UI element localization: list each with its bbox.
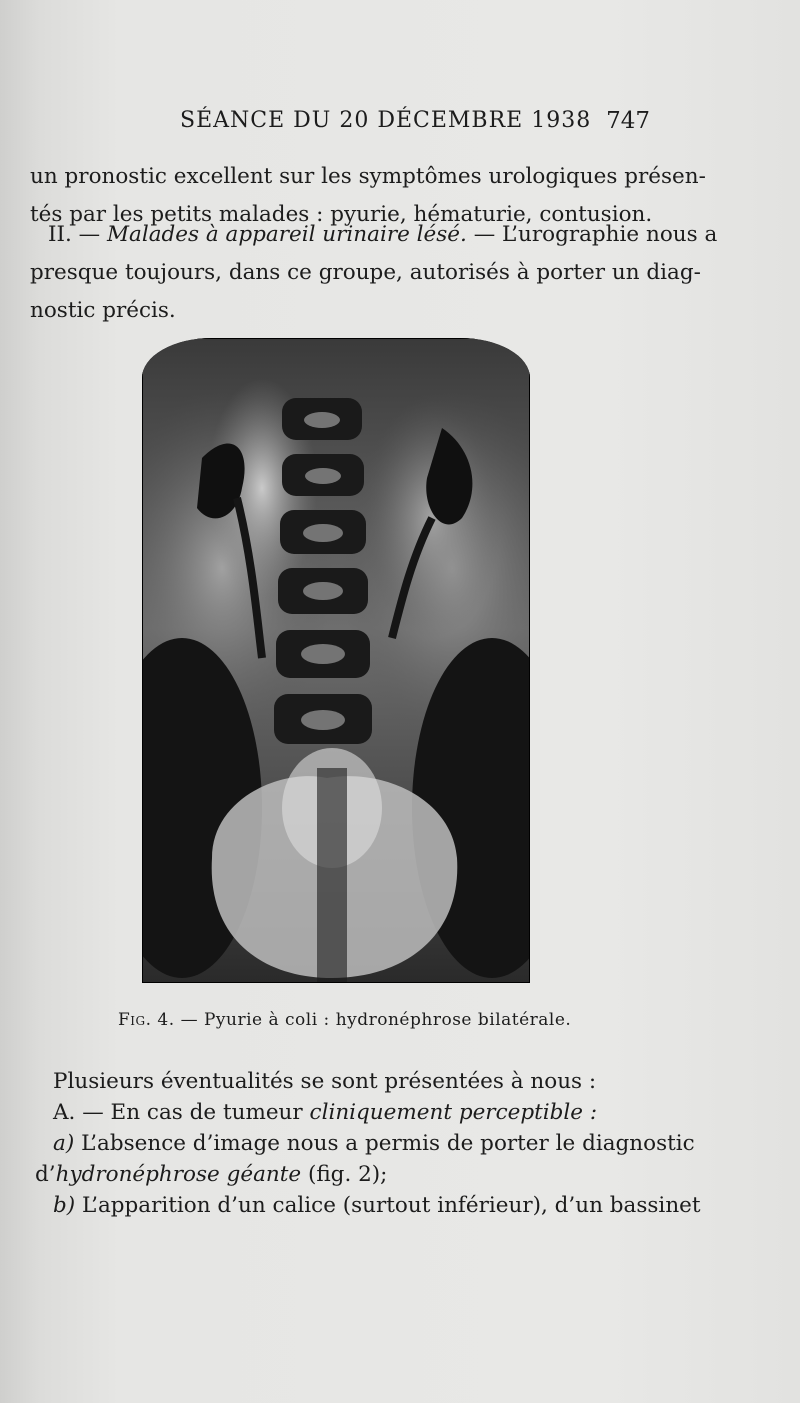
sub-a-line2-rest: (fig. 2);	[307, 1162, 388, 1187]
section-numeral: II. —	[48, 222, 101, 247]
sub-b-marker: b)	[53, 1193, 76, 1218]
sub-a-line	[35, 1128, 695, 1159]
text-line: presque toujours, dans ce groupe, autorisés à porter un diag-	[30, 260, 701, 285]
urography-xray-image	[142, 338, 530, 983]
xray-figure	[142, 338, 530, 983]
paragraph-section-ii	[30, 216, 718, 330]
sub-b-line	[35, 1190, 701, 1221]
text-line: nostic précis.	[30, 298, 176, 323]
running-header	[180, 108, 650, 140]
figure-caption-text: — Pyurie à coli : hydronéphrose bilatérale.	[180, 1010, 572, 1030]
section-heading-line	[30, 216, 718, 254]
item-a-italic: cliniquement perceptible :	[309, 1100, 598, 1125]
sub-b-text: L’apparition d’un calice (surtout inférieur), d’un bassinet	[82, 1193, 701, 1218]
text-line: tés par les petits malades : pyurie, hématurie, contusion.	[30, 202, 653, 227]
running-title: SÉANCE DU 20 DÉCEMBRE 1938	[180, 108, 592, 133]
text-line: un pronostic excellent sur les symptômes urologiques présen-	[30, 164, 706, 189]
item-a-prefix: A. — En cas de tumeur	[53, 1100, 303, 1125]
sub-a-text: L’absence d’image nous a permis de porter le diagnostic	[81, 1131, 695, 1156]
figure-caption	[118, 1010, 578, 1030]
item-a-line	[35, 1097, 655, 1128]
section-heading-rest: — L’urographie nous a	[473, 222, 718, 247]
figure-label: Fig. 4.	[118, 1010, 175, 1030]
paragraph-eventualities	[35, 1066, 701, 1221]
sub-a-marker: a)	[53, 1131, 75, 1156]
page-number: 747	[606, 108, 650, 134]
sub-a-line2-prefix: d’	[35, 1162, 56, 1187]
text-line: Plusieurs éventualités se sont présentées à nous :	[53, 1069, 597, 1094]
section-heading: Malades à appareil urinaire lésé.	[107, 222, 467, 247]
sub-a-line2-italic: hydronéphrose géante	[55, 1162, 302, 1187]
sub-a-line2	[35, 1159, 655, 1190]
